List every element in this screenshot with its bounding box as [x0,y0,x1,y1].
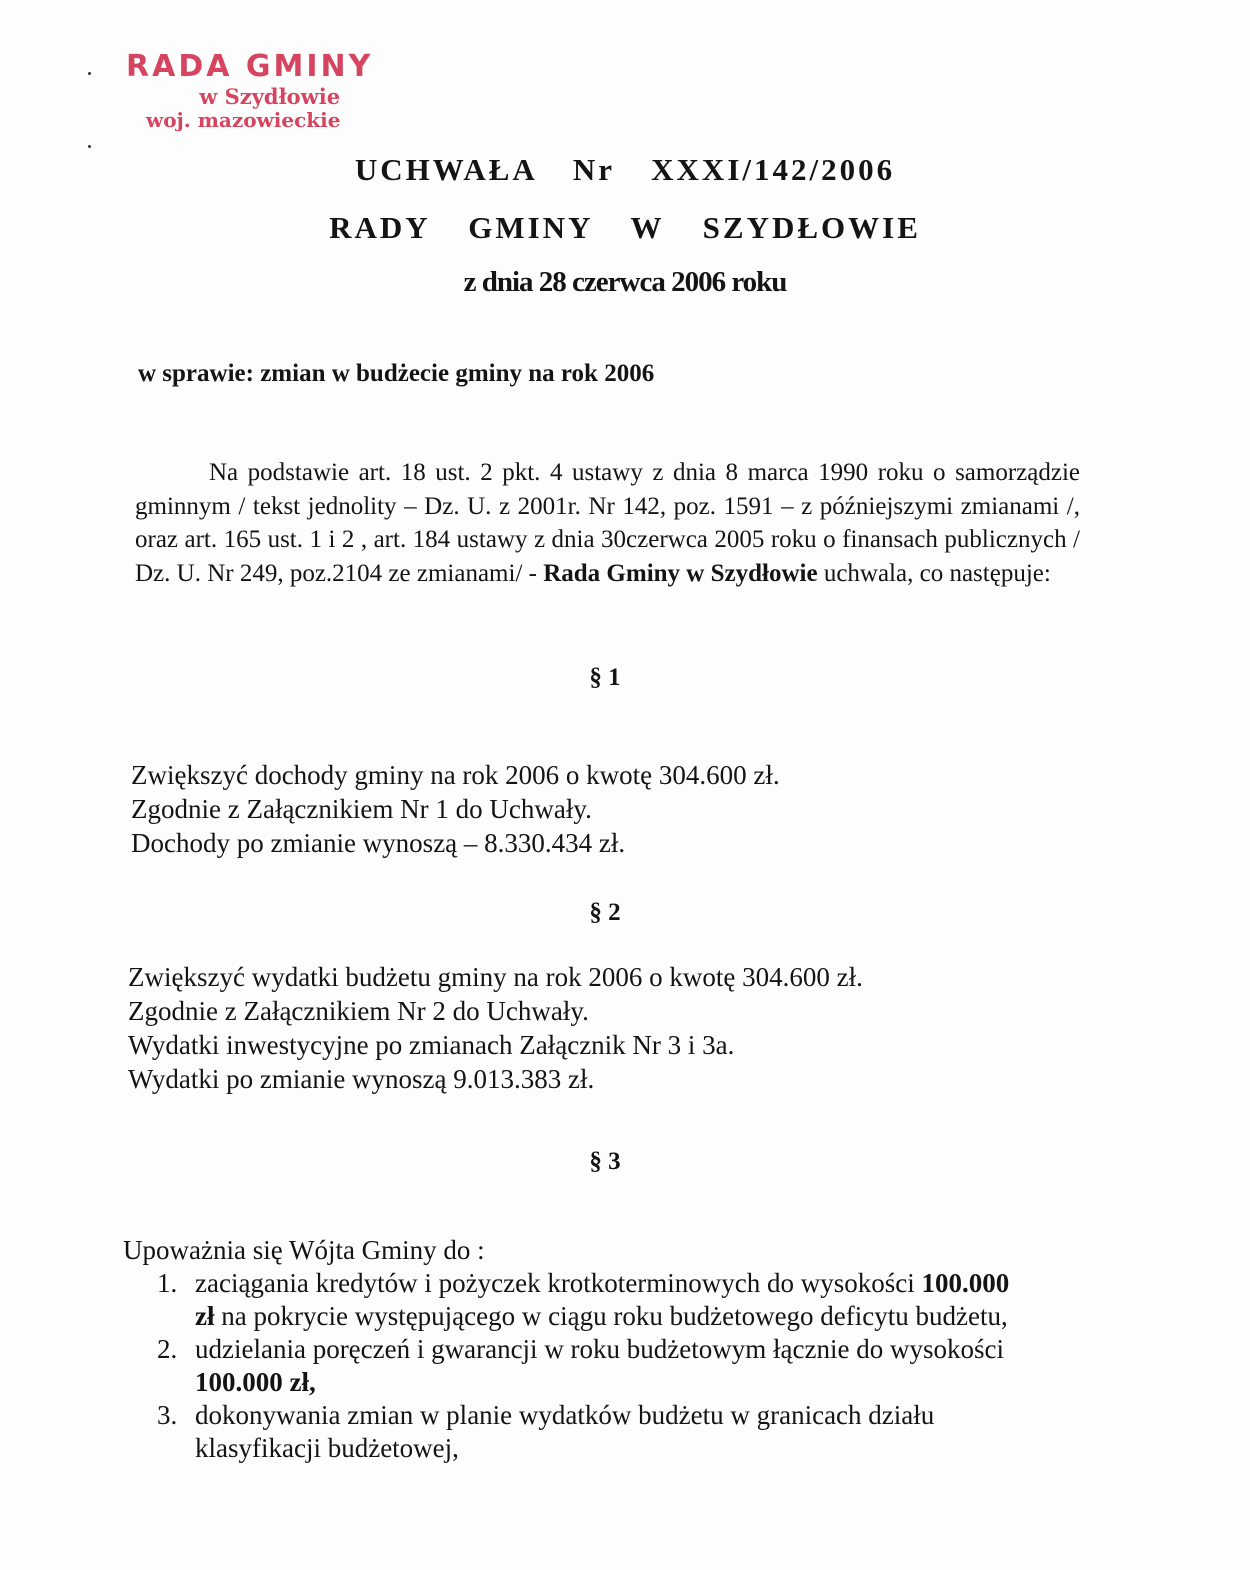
stamp-line-1: RADA GMINY [126,49,374,84]
subject-line: w sprawie: zmian w budżecie gminy na rok 2006 [138,360,655,387]
list-item-text: udzielania poręczeń i gwarancji w roku budżetowym łącznie do wysokości [195,1334,1004,1364]
section-heading-3: § 3 [589,1148,621,1175]
council-stamp [126,50,373,132]
section-2-line: Wydatki po zmianie wynoszą 9.013.383 zł. [128,1064,595,1094]
section-1-line: Zgodnie z Załącznikiem Nr 1 do Uchwały. [131,794,592,824]
list-item-amount: 100.000 zł, [195,1367,316,1397]
list-item-number: 2. [157,1334,178,1364]
section-1-line: Dochody po zmianie wynoszą – 8.330.434 zł. [131,828,626,858]
list-item-amount: 100.000 zł [195,1268,1010,1331]
resolution-title: UCHWAŁA Nr XXXI/142/2006 [354,152,896,187]
margin-mark [88,145,91,148]
section-heading-2: § 2 [589,899,621,926]
preamble-text: Na podstawie art. 18 ust. 2 pkt. 4 ustawy z dnia 8 marca 1990 roku o samorządzie gminnym / tekst jednolity – Dz. U. z 2001r. Nr 142, poz. 1591 – z późniejszymi zmianami /, oraz art. 165 ust. 1 i 2 , art. 184 ustawy z dnia 30czerwca 2005 roku o finansach publicznych / Dz. U. Nr 249, poz.2104 ze zmianami/ - [135,459,1080,587]
list-item-number: 1. [157,1268,178,1298]
preamble-council: Rada Gminy w Szydłowie [543,559,818,587]
section-2-line: Zgodnie z Załącznikiem Nr 2 do Uchwały. [128,996,589,1026]
preamble [135,456,1080,590]
list-item [123,1267,1015,1333]
list-item-text: zaciągania kredytów i pożyczek krotkoterminowych do wysokości [195,1268,915,1298]
section-heading-1: § 1 [589,664,621,691]
section-1-line: Zwiększyć dochody gminy na rok 2006 o kwotę 304.600 zł. [131,760,780,790]
section-2-line: Zwiększyć wydatki budżetu gminy na rok 2006 o kwotę 304.600 zł. [128,962,863,992]
margin-mark [88,72,91,75]
section-3-intro: Upoważnia się Wójta Gminy do : [123,1235,485,1265]
stamp-line-2: w Szydłowie [199,83,341,109]
list-item [123,1333,1015,1399]
section-2-line: Wydatki inwestycyjne po zmianach Załącznik Nr 3 i 3a. [128,1030,735,1060]
stamp-line-3: woj. mazowieckie [146,107,341,132]
preamble-ending: uchwala, co następuje: [823,559,1051,587]
authorization-list [123,1267,1015,1465]
list-item [123,1399,1015,1465]
council-name: RADY GMINY W SZYDŁOWIE [329,210,921,245]
list-item-number: 3. [157,1400,178,1430]
list-item-text-end: na pokrycie występującego w ciągu roku budżetowego deficytu budżetu, [221,1301,1008,1331]
list-item-text: dokonywania zmian w planie wydatków budżetu w granicach działu klasyfikacji budżetowej, [195,1400,935,1463]
resolution-date: z dnia 28 czerwca 2006 roku [463,266,787,298]
section-body-1 [131,758,780,860]
section-body-2 [128,960,863,1096]
section-body-3 [123,1234,1015,1465]
